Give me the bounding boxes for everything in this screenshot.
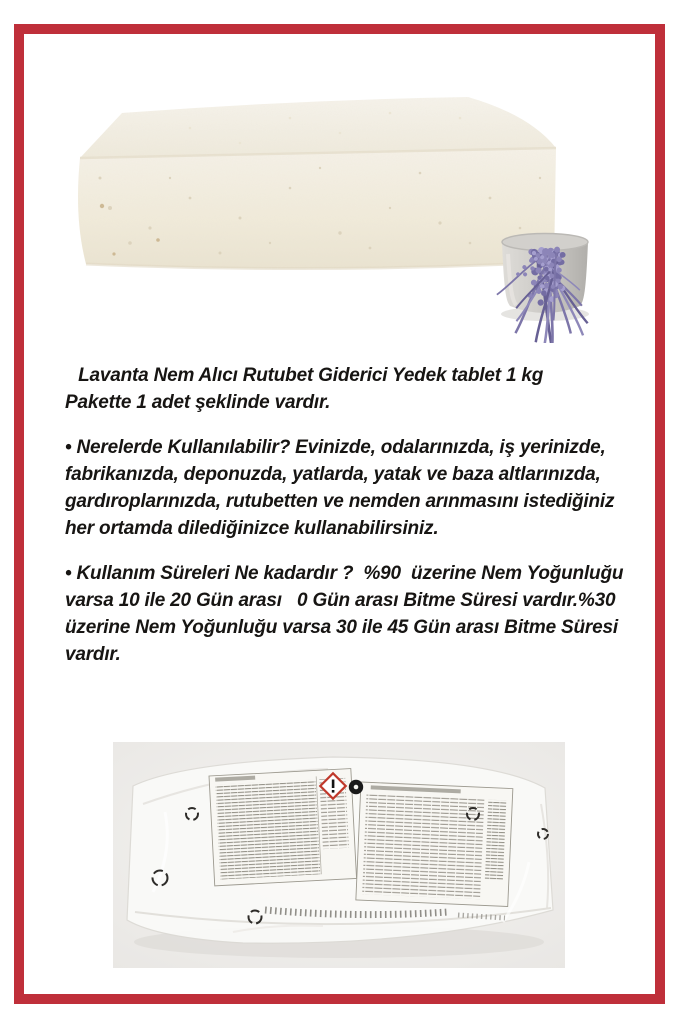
duration-line: vardır. [65,644,121,665]
intro-line: Lavanta Nem Alıcı Rutubet Giderici Yedek tablet 1 kg [73,365,544,386]
intro-paragraph [65,362,645,416]
usage-line: her ortamda dilediğinizce kullanabilirsiniz. [65,518,439,539]
round-pictogram-icon [349,780,363,794]
duration-paragraph [65,560,645,668]
intro-line: Pakette 1 adet şeklinde vardır. [65,392,331,413]
usage-line: fabrikanızda, deponuzda, yatlarda, yatak ve baza altlarınızda, [65,464,601,485]
usage-line: gardıroplarınızda, rutubetten ve nemden arınmasını istediğiniz [65,491,615,512]
usage-paragraph [65,434,645,542]
tablet-and-lavender-photo [40,58,640,343]
duration-line: varsa 10 ile 20 Gün arası 0 Gün arası Bitme Süresi vardır.%30 [65,590,616,611]
packaged-tablet-photo [113,742,565,968]
duration-line: üzerine Nem Yoğunluğu varsa 30 ile 45 Gün arası Bitme Süresi [65,617,618,638]
product-description [65,362,645,686]
usage-line: • Nerelerde Kullanılabilir? Evinizde, odalarınızda, iş yerinizde, [65,437,606,458]
tablet-illustration [78,97,556,269]
label-right [356,782,513,907]
duration-line: • Kullanım Süreleri Ne kadardır ? %90 üzerine Nem Yoğunluğu [65,563,624,584]
